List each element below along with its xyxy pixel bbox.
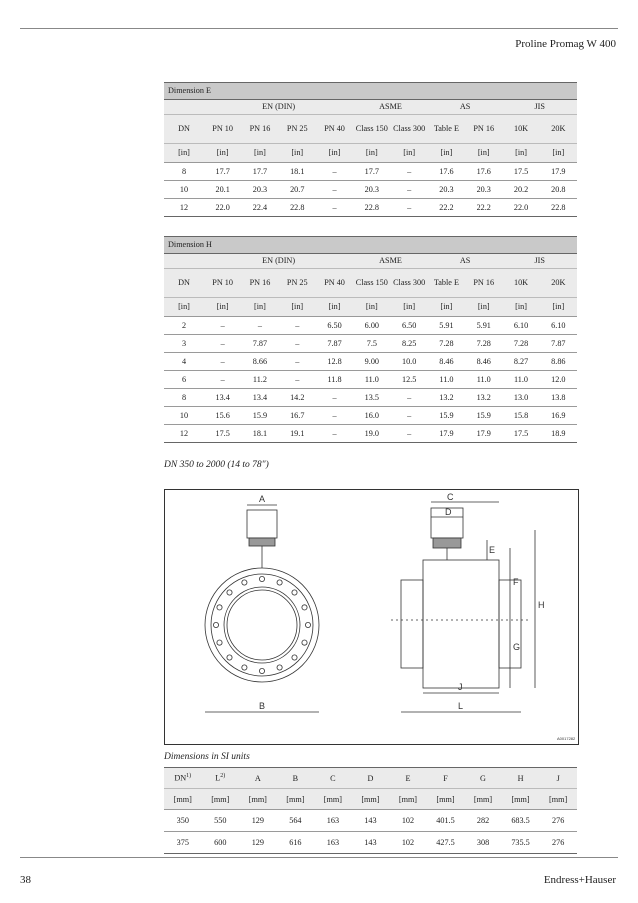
unit-cell: [in] <box>353 298 390 317</box>
col-header-dn: DN$^{1)}$ <box>164 768 202 789</box>
column-header: Class 300 <box>390 115 427 144</box>
flange-mid-circle <box>211 574 313 676</box>
table-cell: 16.9 <box>540 407 577 425</box>
table-cell: – <box>390 389 427 407</box>
dimension-drawing <box>164 489 579 745</box>
si-caption: Dimensions in SI units <box>164 752 250 762</box>
unit-cell: [mm] <box>202 789 240 810</box>
table-cell: 20.1 <box>204 181 241 199</box>
unit-cell: [in] <box>540 298 577 317</box>
dimension-e-table <box>164 82 577 217</box>
unit-cell: [in] <box>204 144 241 163</box>
table-cell: 20.8 <box>540 181 577 199</box>
table-cell: 6.50 <box>316 317 353 335</box>
unit-row <box>164 298 577 317</box>
table-cell: 8.46 <box>465 353 502 371</box>
table-cell: 15.8 <box>502 407 539 425</box>
label-f: F <box>513 577 519 587</box>
table-cell: 15.9 <box>428 407 465 425</box>
group-header-empty <box>164 100 204 115</box>
table-cell: 7.87 <box>241 335 278 353</box>
table-cell: 7.87 <box>316 335 353 353</box>
table-cell: 14.2 <box>279 389 316 407</box>
table-cell: – <box>204 353 241 371</box>
table-cell: 13.0 <box>502 389 539 407</box>
table-cell: 13.4 <box>241 389 278 407</box>
column-header: 10K <box>502 115 539 144</box>
table-cell: 6 <box>164 371 204 389</box>
table-row <box>164 832 577 854</box>
table-cell: 15.6 <box>204 407 241 425</box>
table-cell: 12 <box>164 199 204 217</box>
table-cell: 616 <box>277 832 315 854</box>
table-cell: 735.5 <box>502 832 540 854</box>
table-cell: 6.10 <box>540 317 577 335</box>
table-cell: 550 <box>202 810 240 832</box>
table-cell: 8.27 <box>502 353 539 371</box>
table-title: Dimension E <box>164 83 577 100</box>
column-header: PN 25 <box>279 115 316 144</box>
unit-cell: [mm] <box>352 789 390 810</box>
table-cell: 427.5 <box>427 832 465 854</box>
table-cell: – <box>241 317 278 335</box>
meter-body-side <box>423 560 499 688</box>
unit-cell: [in] <box>279 144 316 163</box>
group-header: EN (DIN) <box>204 254 353 269</box>
table-cell: 22.0 <box>502 199 539 217</box>
table-cell: 102 <box>389 832 427 854</box>
header-rule <box>20 28 618 29</box>
label-g: G <box>513 642 521 652</box>
table-cell: – <box>390 407 427 425</box>
table-row <box>164 389 577 407</box>
column-header: PN 16 <box>465 269 502 298</box>
table-cell: 22.8 <box>540 199 577 217</box>
column-header-row <box>164 269 577 298</box>
table-cell: 8.46 <box>428 353 465 371</box>
table-cell: 13.5 <box>353 389 390 407</box>
table-cell: 22.2 <box>465 199 502 217</box>
table-cell: 8 <box>164 389 204 407</box>
page-number: 38 <box>20 874 31 886</box>
table-row <box>164 317 577 335</box>
table-body <box>164 810 577 854</box>
unit-row <box>164 789 577 810</box>
table-cell: 11.2 <box>241 371 278 389</box>
table-cell: 18.1 <box>279 163 316 181</box>
column-header: PN 40 <box>316 115 353 144</box>
unit-cell: [in] <box>465 144 502 163</box>
table-cell: 10.0 <box>390 353 427 371</box>
table-cell: 9.00 <box>353 353 390 371</box>
table-cell: 11.0 <box>465 371 502 389</box>
table-cell: – <box>390 199 427 217</box>
table-cell: 17.9 <box>428 425 465 443</box>
dimension-h-table <box>164 236 577 443</box>
unit-cell: [in] <box>502 144 539 163</box>
table-cell: 163 <box>314 810 352 832</box>
table-cell: 20.3 <box>428 181 465 199</box>
table-cell: – <box>204 335 241 353</box>
table-cell: 5.91 <box>428 317 465 335</box>
label-h: H <box>538 600 545 610</box>
column-header: 20K <box>540 269 577 298</box>
table-cell: 17.5 <box>502 425 539 443</box>
column-header: PN 10 <box>204 269 241 298</box>
group-header: EN (DIN) <box>204 100 353 115</box>
unit-cell: [in] <box>241 298 278 317</box>
column-header: Class 150 <box>353 115 390 144</box>
table-cell: 7.28 <box>465 335 502 353</box>
unit-cell: [mm] <box>164 789 202 810</box>
table-cell: 8.25 <box>390 335 427 353</box>
table-cell: 12.0 <box>540 371 577 389</box>
column-header: 10K <box>502 269 539 298</box>
drawing-svg <box>165 490 578 744</box>
unit-cell: [mm] <box>389 789 427 810</box>
table-cell: 16.7 <box>279 407 316 425</box>
table-cell: 11.0 <box>428 371 465 389</box>
flange-left-side <box>401 580 423 668</box>
footer-brand: Endress+Hauser <box>543 874 616 886</box>
column-header: DN <box>164 269 204 298</box>
column-header: Class 300 <box>390 269 427 298</box>
column-header: PN 16 <box>241 269 278 298</box>
table-cell: – <box>316 425 353 443</box>
table-cell: 13.4 <box>204 389 241 407</box>
table-cell: 600 <box>202 832 240 854</box>
group-header: JIS <box>502 254 577 269</box>
column-header: Class 150 <box>353 269 390 298</box>
table-cell: 12 <box>164 425 204 443</box>
table-cell: 7.87 <box>540 335 577 353</box>
unit-cell: [in] <box>241 144 278 163</box>
group-header: AS <box>428 100 503 115</box>
col-header-l: $L^{2)}$ <box>202 768 240 789</box>
table-cell: 20.3 <box>241 181 278 199</box>
drawing-ref-code: A0017282 <box>557 736 576 741</box>
group-header: AS <box>428 254 503 269</box>
flange-bore-inner <box>227 590 297 660</box>
unit-cell: [in] <box>428 144 465 163</box>
table-cell: 13.2 <box>428 389 465 407</box>
group-header: ASME <box>353 254 428 269</box>
table-cell: 17.5 <box>502 163 539 181</box>
group-header-empty <box>164 254 204 269</box>
table-cell: 15.9 <box>241 407 278 425</box>
table-cell: 7.5 <box>353 335 390 353</box>
table-cell: 17.6 <box>428 163 465 181</box>
table-cell: 2 <box>164 317 204 335</box>
si-header-row <box>164 768 577 789</box>
table-cell: 102 <box>389 810 427 832</box>
table-cell: 564 <box>277 810 315 832</box>
table-title: Dimension H <box>164 237 577 254</box>
transmitter-base-front <box>249 538 275 546</box>
table-cell: – <box>390 163 427 181</box>
unit-cell: [mm] <box>539 789 577 810</box>
table-row <box>164 353 577 371</box>
table-row <box>164 810 577 832</box>
table-cell: 20.2 <box>502 181 539 199</box>
transmitter-housing-front <box>247 510 277 538</box>
table-cell: – <box>316 389 353 407</box>
table-row <box>164 163 577 181</box>
table-cell: 3 <box>164 335 204 353</box>
table-cell: 13.8 <box>540 389 577 407</box>
table-cell: 276 <box>539 832 577 854</box>
column-header: Table E <box>428 115 465 144</box>
column-header-row <box>164 115 577 144</box>
unit-cell: [mm] <box>427 789 465 810</box>
table-cell: 16.0 <box>353 407 390 425</box>
col-header: D <box>352 768 390 789</box>
table-row <box>164 371 577 389</box>
col-header: J <box>539 768 577 789</box>
table-cell: 8 <box>164 163 204 181</box>
unit-cell: [in] <box>465 298 502 317</box>
unit-cell: [in] <box>502 298 539 317</box>
table-cell: – <box>316 407 353 425</box>
label-e: E <box>489 545 496 555</box>
group-header: JIS <box>502 100 577 115</box>
table-cell: 19.0 <box>353 425 390 443</box>
bolt-holes <box>213 576 310 673</box>
unit-cell: [in] <box>316 298 353 317</box>
table-cell: 163 <box>314 832 352 854</box>
table-cell: 17.9 <box>465 425 502 443</box>
col-header: A <box>239 768 277 789</box>
table-row <box>164 181 577 199</box>
table-cell: 129 <box>239 810 277 832</box>
label-d: D <box>445 507 452 517</box>
table-row <box>164 199 577 217</box>
col-header: C <box>314 768 352 789</box>
table-cell: – <box>316 163 353 181</box>
column-header: PN 16 <box>241 115 278 144</box>
column-header: PN 40 <box>316 269 353 298</box>
table-cell: 10 <box>164 407 204 425</box>
footer-rule <box>20 857 618 858</box>
col-header: E <box>389 768 427 789</box>
table-cell: – <box>316 199 353 217</box>
label-l: L <box>458 701 464 711</box>
transmitter-base-side <box>433 538 461 548</box>
table-cell: – <box>279 353 316 371</box>
table-cell: 11.8 <box>316 371 353 389</box>
flange-bore-outer <box>224 587 300 663</box>
table-cell: 4 <box>164 353 204 371</box>
section-caption: DN 350 to 2000 (14 to 78") <box>164 460 269 470</box>
unit-cell: [in] <box>540 144 577 163</box>
table-cell: – <box>390 181 427 199</box>
table-cell: 11.0 <box>502 371 539 389</box>
table-cell: 22.4 <box>241 199 278 217</box>
label-c: C <box>447 492 454 502</box>
table-cell: 282 <box>464 810 502 832</box>
unit-cell: [mm] <box>277 789 315 810</box>
label-a: A <box>259 494 266 504</box>
col-header: F <box>427 768 465 789</box>
column-header: DN <box>164 115 204 144</box>
unit-cell: [in] <box>353 144 390 163</box>
table-body <box>164 317 577 443</box>
table-cell: 20.3 <box>353 181 390 199</box>
unit-cell: [mm] <box>464 789 502 810</box>
table-cell: 17.7 <box>204 163 241 181</box>
table-cell: 15.9 <box>465 407 502 425</box>
table-cell: – <box>316 181 353 199</box>
table-cell: – <box>390 425 427 443</box>
table-body <box>164 163 577 217</box>
table-cell: 11.0 <box>353 371 390 389</box>
table-cell: 17.7 <box>241 163 278 181</box>
table-cell: 17.9 <box>540 163 577 181</box>
unit-cell: [in] <box>428 298 465 317</box>
table-cell: 375 <box>164 832 202 854</box>
table-cell: 18.1 <box>241 425 278 443</box>
group-header: ASME <box>353 100 428 115</box>
unit-cell: [mm] <box>502 789 540 810</box>
table-cell: 7.28 <box>428 335 465 353</box>
unit-cell: [in] <box>164 298 204 317</box>
table-cell: 22.0 <box>204 199 241 217</box>
table-cell: 13.2 <box>465 389 502 407</box>
document-title: Proline Promag W 400 <box>515 38 616 50</box>
table-cell: 308 <box>464 832 502 854</box>
table-cell: – <box>204 371 241 389</box>
table-cell: 17.5 <box>204 425 241 443</box>
table-cell: 6.50 <box>390 317 427 335</box>
table-cell: 12.5 <box>390 371 427 389</box>
table-cell: 22.2 <box>428 199 465 217</box>
col-header: H <box>502 768 540 789</box>
table-cell: 8.86 <box>540 353 577 371</box>
table-cell: 10 <box>164 181 204 199</box>
col-header: B <box>277 768 315 789</box>
table-cell: – <box>279 335 316 353</box>
table-row <box>164 335 577 353</box>
table-cell: 6.00 <box>353 317 390 335</box>
table-cell: 20.3 <box>465 181 502 199</box>
table-cell: 20.7 <box>279 181 316 199</box>
flange-outer-circle <box>205 568 319 682</box>
column-header: PN 16 <box>465 115 502 144</box>
table-cell: 276 <box>539 810 577 832</box>
table-cell: 683.5 <box>502 810 540 832</box>
table-cell: 12.8 <box>316 353 353 371</box>
table-cell: 17.7 <box>353 163 390 181</box>
unit-cell: [in] <box>390 144 427 163</box>
table-row <box>164 407 577 425</box>
unit-cell: [in] <box>279 298 316 317</box>
si-dimensions-table <box>164 767 577 854</box>
table-cell: 22.8 <box>279 199 316 217</box>
table-cell: 5.91 <box>465 317 502 335</box>
table-cell: 350 <box>164 810 202 832</box>
table-cell: 7.28 <box>502 335 539 353</box>
unit-cell: [in] <box>390 298 427 317</box>
table-cell: 6.10 <box>502 317 539 335</box>
unit-cell: [mm] <box>239 789 277 810</box>
table-cell: – <box>204 317 241 335</box>
table-cell: 129 <box>239 832 277 854</box>
table-cell: 143 <box>352 832 390 854</box>
column-header: PN 10 <box>204 115 241 144</box>
col-header: G <box>464 768 502 789</box>
column-header: 20K <box>540 115 577 144</box>
table-cell: – <box>279 371 316 389</box>
unit-cell: [mm] <box>314 789 352 810</box>
unit-cell: [in] <box>204 298 241 317</box>
table-cell: 8.66 <box>241 353 278 371</box>
table-row <box>164 425 577 443</box>
table-cell: 17.6 <box>465 163 502 181</box>
unit-cell: [in] <box>316 144 353 163</box>
table-cell: 18.9 <box>540 425 577 443</box>
table-cell: 401.5 <box>427 810 465 832</box>
unit-row <box>164 144 577 163</box>
label-b: B <box>259 701 266 711</box>
table-cell: 143 <box>352 810 390 832</box>
column-header: PN 25 <box>279 269 316 298</box>
table-cell: 22.8 <box>353 199 390 217</box>
table-cell: – <box>279 317 316 335</box>
unit-cell: [in] <box>164 144 204 163</box>
table-cell: 19.1 <box>279 425 316 443</box>
label-j: J <box>458 682 463 692</box>
column-header: Table E <box>428 269 465 298</box>
